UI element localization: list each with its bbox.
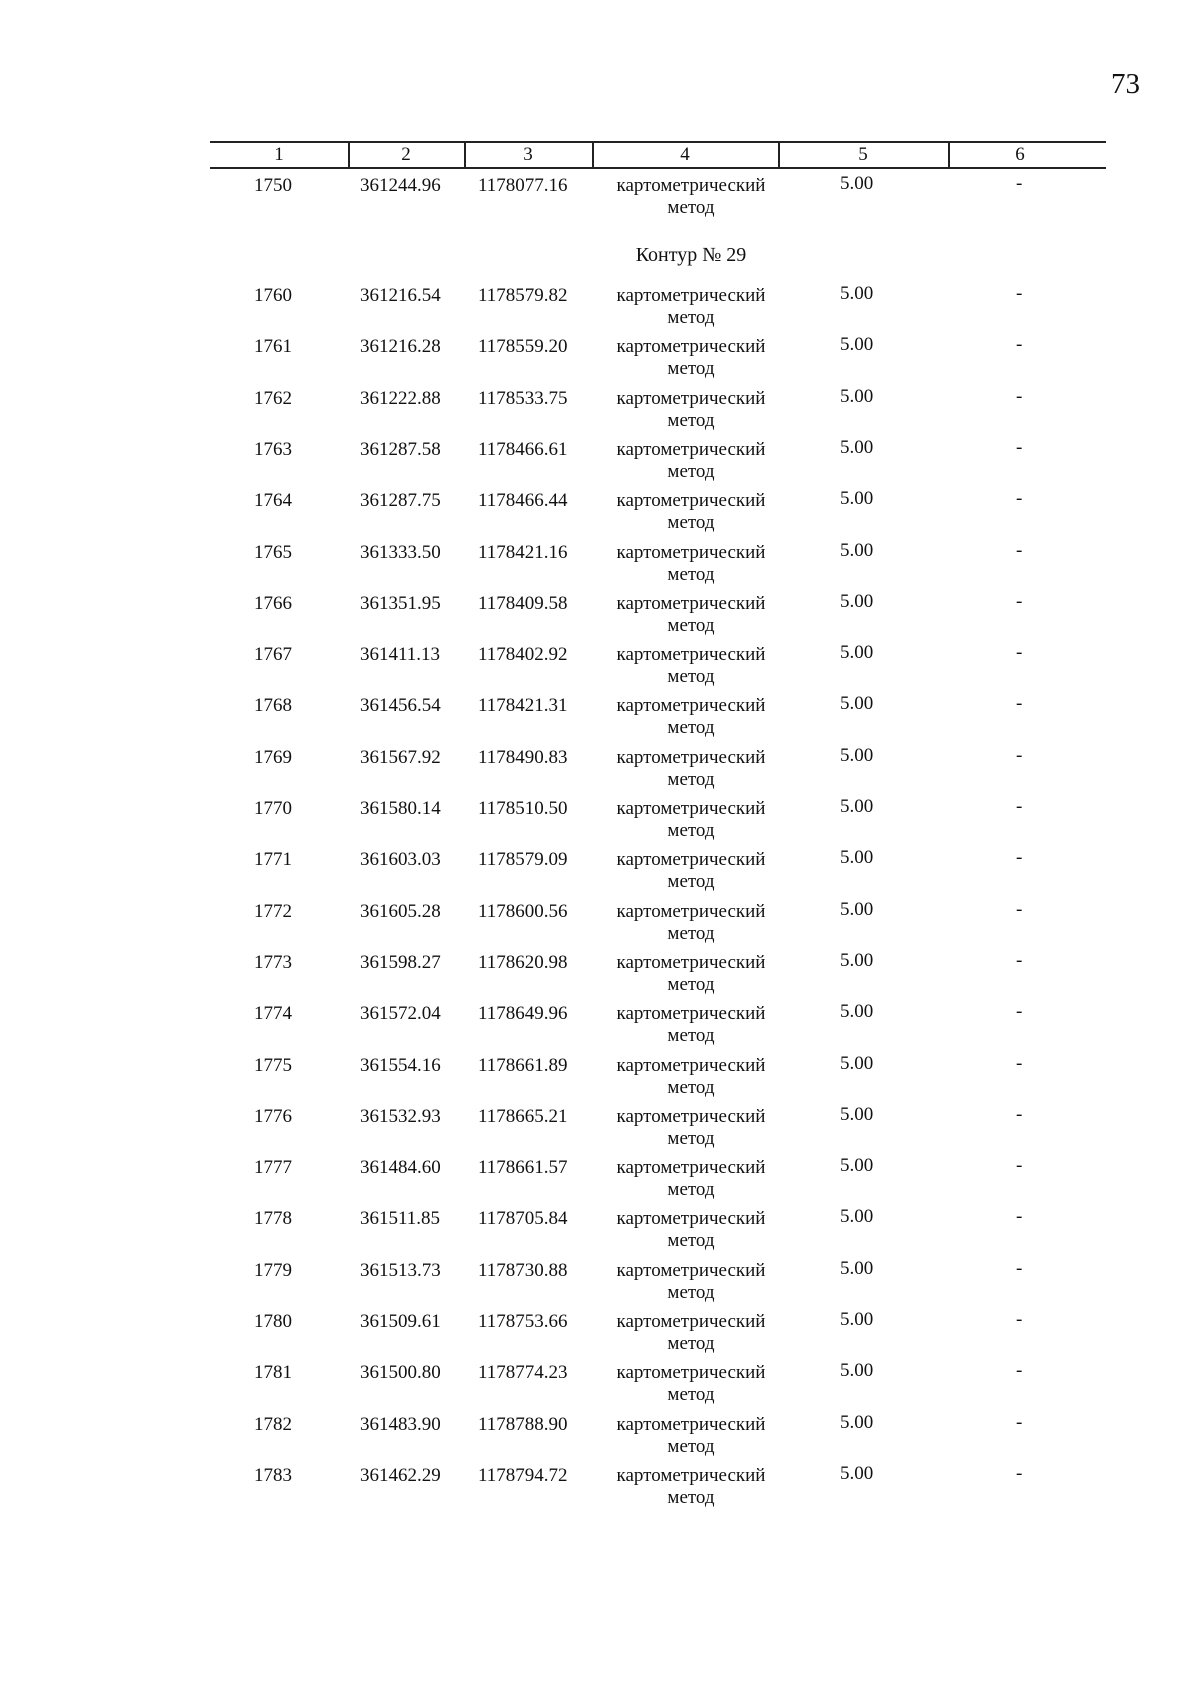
method-description: картометрический метод [616,1362,766,1406]
point-number: 1769 [254,746,292,768]
description-value: - [1016,1257,1023,1279]
precision-value: 5.00 [840,283,874,304]
description-value: - [1016,1360,1023,1382]
method-description: картометрический метод [616,1208,766,1252]
precision-value: 5.00 [840,1411,874,1433]
point-number: 1775 [254,1054,292,1076]
coordinate-x: 361411.13 [360,644,441,666]
coordinate-x: 361244.96 [360,175,441,196]
method-description: картометрический метод [616,1157,766,1201]
method-description: картометрический метод [616,798,766,841]
point-number: 1762 [254,387,292,409]
description-value: - [1016,898,1023,920]
point-number: 1750 [254,175,292,196]
precision-value: 5.00 [840,796,874,817]
coordinate-y: 1178409.58 [478,592,568,614]
coordinate-y: 1178730.88 [478,1259,568,1281]
precision-value: 5.00 [840,1155,874,1177]
coordinate-y: 1178753.66 [478,1311,568,1332]
precision-value: 5.00 [840,744,874,766]
coordinate-x: 361462.29 [360,1464,441,1486]
coordinate-x: 361580.14 [360,798,441,819]
precision-value: 5.00 [840,1103,874,1125]
method-description: картометрический метод [616,746,766,790]
table-row [210,1362,1106,1412]
coordinate-x: 361222.88 [360,387,441,409]
description-value: - [1016,1411,1023,1433]
table-header [210,141,1106,169]
method-description: картометрический метод [616,1105,766,1149]
coordinate-y: 1178402.92 [478,644,568,666]
precision-value: 5.00 [840,949,874,971]
description-value: - [1016,642,1023,664]
coordinate-y: 1178559.20 [478,336,568,358]
table-row [210,336,1106,386]
precision-value: 5.00 [840,488,874,510]
point-number: 1771 [254,849,292,871]
coordinate-y: 1178705.84 [478,1208,568,1230]
coordinate-x: 361532.93 [360,1105,441,1127]
table-row [210,1103,1106,1156]
description-value: - [1016,173,1023,194]
description-value: - [1016,590,1023,612]
table-row [210,695,1106,745]
table-row [210,898,1106,951]
description-value: - [1016,744,1023,766]
precision-value: 5.00 [840,898,874,920]
header-col-5: 5 [858,144,868,165]
point-number: 1779 [254,1259,292,1281]
coordinate-y: 1178421.31 [478,695,568,717]
point-number: 1765 [254,541,292,563]
point-number: 1776 [254,1105,292,1127]
coordinate-y: 1178466.44 [478,490,568,512]
method-description: картометрический метод [616,541,766,585]
description-value: - [1016,283,1023,304]
precision-value: 5.00 [840,1206,874,1228]
point-number: 1761 [254,336,292,358]
method-description: картометрический метод [616,1259,766,1303]
coordinate-x: 361483.90 [360,1413,441,1435]
description-value: - [1016,488,1023,510]
coordinate-x: 361598.27 [360,951,441,973]
method-description: картометрический метод [616,592,766,636]
description-value: - [1016,1462,1023,1484]
method-description: картометрический метод [616,387,766,431]
coordinate-x: 361572.04 [360,1003,441,1025]
coordinate-y: 1178788.90 [478,1413,568,1435]
coordinate-x: 361287.58 [360,438,441,460]
description-value: - [1016,1206,1023,1228]
coordinate-y: 1178600.56 [478,900,568,922]
table-row [210,1257,1106,1310]
method-description: картометрический метод [616,1054,766,1098]
point-number: 1773 [254,951,292,973]
coordinate-x: 361351.95 [360,592,441,614]
description-value: - [1016,1309,1023,1330]
contour-title: Контур № 29 [635,244,747,266]
precision-value: 5.00 [840,642,874,664]
coordinate-y: 1178510.50 [478,798,568,819]
method-description: картометрический метод [616,1003,766,1047]
table-row [210,590,1106,643]
point-number: 1777 [254,1157,292,1179]
table-row [210,798,1106,848]
table-row [210,744,1106,797]
precision-value: 5.00 [840,847,874,869]
precision-value: 5.00 [840,590,874,612]
precision-value: 5.00 [840,1257,874,1279]
description-value: - [1016,334,1023,356]
precision-value: 5.00 [840,173,874,194]
coordinate-x: 361605.28 [360,900,441,922]
precision-value: 5.00 [840,1052,874,1074]
coordinate-x: 361216.28 [360,336,441,358]
table-row [210,1311,1106,1361]
coordinate-y: 1178533.75 [478,387,568,409]
description-value: - [1016,1103,1023,1125]
point-number: 1781 [254,1362,292,1384]
table-row [210,539,1106,592]
point-number: 1774 [254,1003,292,1025]
coordinate-x: 361554.16 [360,1054,441,1076]
precision-value: 5.00 [840,1360,874,1382]
table-row [210,1411,1106,1464]
method-description: картометрический метод [616,1311,766,1354]
table-row [210,949,1106,1002]
coordinate-y: 1178421.16 [478,541,568,563]
table-row [210,1208,1106,1258]
coordinate-x: 361333.50 [360,541,441,563]
description-value: - [1016,693,1023,715]
header-col-4: 4 [680,144,690,165]
point-number: 1778 [254,1208,292,1230]
precision-value: 5.00 [840,334,874,356]
coordinate-y: 1178579.09 [478,849,568,871]
method-description: картометрический метод [616,336,766,380]
point-number: 1770 [254,798,292,819]
method-description: картометрический метод [616,1413,766,1457]
precision-value: 5.00 [840,539,874,561]
coordinate-x: 361513.73 [360,1259,441,1281]
point-number: 1783 [254,1464,292,1486]
table-row [210,1157,1106,1207]
coordinate-y: 1178774.23 [478,1362,568,1384]
description-value: - [1016,1052,1023,1074]
coordinate-x: 361500.80 [360,1362,441,1384]
table-row [210,436,1106,489]
point-number: 1760 [254,285,292,306]
method-description: картометрический метод [616,695,766,739]
point-number: 1766 [254,592,292,614]
point-number: 1772 [254,900,292,922]
coordinate-y: 1178794.72 [478,1464,568,1486]
header-col-3: 3 [523,144,533,165]
coordinate-y: 1178620.98 [478,951,568,973]
description-value: - [1016,539,1023,561]
coordinate-y: 1178649.96 [478,1003,568,1025]
coordinate-x: 361287.75 [360,490,441,512]
point-number: 1763 [254,438,292,460]
precision-value: 5.00 [840,436,874,458]
method-description: картометрический метод [616,951,766,995]
description-value: - [1016,436,1023,458]
precision-value: 5.00 [840,1001,874,1023]
coordinate-y: 1178466.61 [478,438,568,460]
table-row [210,849,1106,899]
coordinate-x: 361456.54 [360,695,441,717]
table-row [210,490,1106,540]
coordinate-x: 361511.85 [360,1208,441,1230]
method-description: картометрический метод [616,490,766,534]
description-value: - [1016,847,1023,869]
point-number: 1780 [254,1311,292,1332]
table-row [210,285,1106,335]
method-description: картометрический метод [616,1464,766,1508]
coordinate-x: 361509.61 [360,1311,441,1332]
table-row [210,1003,1106,1053]
coordinate-y: 1178077.16 [478,175,568,196]
point-number: 1782 [254,1413,292,1435]
page-number: 73 [1111,68,1140,100]
coordinate-x: 361567.92 [360,746,441,768]
header-col-6: 6 [1015,144,1025,165]
method-description: картометрический метод [616,900,766,944]
point-number: 1768 [254,695,292,717]
table-row [210,175,1106,225]
table-row [210,1462,1106,1515]
coordinate-y: 1178665.21 [478,1105,568,1127]
point-number: 1764 [254,490,292,512]
method-description: картометрический метод [616,285,766,328]
coordinate-y: 1178579.82 [478,285,568,306]
coordinate-x: 361603.03 [360,849,441,871]
table-row [210,1052,1106,1105]
precision-value: 5.00 [840,1309,874,1330]
method-description: картометрический метод [616,849,766,893]
point-number: 1767 [254,644,292,666]
description-value: - [1016,1155,1023,1177]
coordinate-x: 361484.60 [360,1157,441,1179]
precision-value: 5.00 [840,693,874,715]
description-value: - [1016,385,1023,407]
header-col-2: 2 [401,144,411,165]
description-value: - [1016,949,1023,971]
precision-value: 5.00 [840,385,874,407]
coordinate-y: 1178661.57 [478,1157,568,1179]
description-value: - [1016,796,1023,817]
coordinate-y: 1178490.83 [478,746,568,768]
coordinate-y: 1178661.89 [478,1054,568,1076]
method-description: картометрический метод [616,175,766,218]
header-col-1: 1 [274,144,284,165]
precision-value: 5.00 [840,1462,874,1484]
method-description: картометрический метод [616,644,766,688]
table-row [210,644,1106,694]
description-value: - [1016,1001,1023,1023]
coordinate-x: 361216.54 [360,285,441,306]
method-description: картометрический метод [616,438,766,482]
table-row [210,385,1106,438]
